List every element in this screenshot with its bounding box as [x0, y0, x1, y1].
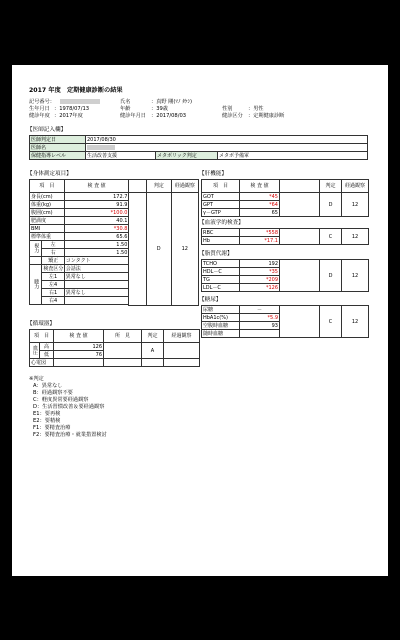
- lipid-follow: 12: [342, 260, 369, 292]
- bp-low-label: 低: [40, 351, 54, 359]
- judge-date-label: 医師判定日: [30, 136, 86, 144]
- lipid-row-label: TG: [202, 276, 240, 284]
- liver-row-label: GPT: [202, 201, 240, 209]
- bp-label: 血圧: [30, 343, 40, 359]
- lipid-table: [201, 259, 369, 292]
- hearing-left1-label: 左1: [42, 273, 64, 281]
- blood-follow: 12: [342, 229, 369, 245]
- lipid-row-label: LDL－C: [202, 284, 240, 292]
- vision-left-value: 1.50: [64, 241, 129, 249]
- liver-table: [201, 179, 369, 217]
- hearing-class-label: 検査区分: [43, 265, 64, 272]
- note-item: F1：要精査治療: [33, 425, 71, 431]
- body-row-label: 身長(cm): [30, 193, 65, 201]
- type-label: 健診区分: [222, 113, 243, 119]
- body-row-label: 標準体重: [30, 233, 65, 241]
- lipid-row-value: *209: [240, 276, 280, 284]
- note-item: C：軽度異常要経過観察: [33, 397, 89, 403]
- correction-label: 矯正: [42, 257, 64, 265]
- body-row-value: 91.9: [64, 201, 129, 209]
- lipid-row-value: *126: [240, 284, 280, 292]
- hearing-class-value: 会話法: [64, 265, 129, 273]
- note-item: F2：要精査治療・就業措置検討: [33, 432, 107, 438]
- sex-value: ：男性: [248, 106, 264, 112]
- body-row-label: BMI: [30, 225, 65, 233]
- type-value: ：定期健康診断: [248, 113, 285, 119]
- body-row-value: 40.1: [64, 217, 129, 225]
- liver-header-item: 項 目: [202, 180, 240, 193]
- body-row-value: *100.0: [64, 209, 129, 217]
- bp-header-finding: 所 見: [104, 330, 142, 343]
- notes-title: ※判定: [29, 376, 44, 382]
- sugar-row-label: 随時血糖: [202, 330, 240, 338]
- vision-left-label: 左: [42, 241, 64, 249]
- body-row-label: 腹囲(cm): [30, 209, 65, 217]
- sugar-follow: 12: [342, 306, 369, 338]
- liver-row-value: *64: [240, 201, 280, 209]
- bp-judge: A: [142, 343, 164, 359]
- blood-row-label: RBC: [202, 229, 240, 237]
- note-item: E2：要精検: [33, 418, 61, 424]
- bp-high-value: 126: [54, 343, 104, 351]
- date-value: ：2017/08/03: [151, 113, 187, 119]
- lipid-row-value: 192: [240, 260, 280, 268]
- sugar-row-value: [240, 330, 280, 338]
- hearing-left1-value: 異常なし: [64, 273, 129, 281]
- body-row-label: 肥満度: [30, 217, 65, 225]
- vision-label: 視力: [30, 241, 42, 257]
- liver-header-judge: 判定: [320, 180, 342, 193]
- body-row-value: *30.8: [64, 225, 129, 233]
- liver-judge: D: [320, 193, 342, 217]
- liver-row-value: *45: [240, 193, 280, 201]
- hearing-left4-label: 左4: [42, 281, 64, 289]
- liver-row-label: γ－GTP: [202, 209, 240, 217]
- body-row-label: 体重(kg): [30, 201, 65, 209]
- correction-value: コンタクト: [64, 257, 129, 265]
- judge-date-value: 2017/08/30: [86, 136, 368, 144]
- record-number-masked: [60, 99, 100, 106]
- sugar-row-value: －: [240, 306, 280, 314]
- body-judge: D: [146, 193, 171, 306]
- blood-section-title: 【血液学的検査】: [199, 220, 244, 226]
- body-section-title: 【身体測定項目】: [27, 171, 72, 177]
- age-label: 年齢: [120, 106, 131, 112]
- result-document: [12, 65, 388, 576]
- hearing-right4-label: 右4: [42, 297, 64, 305]
- liver-section-title: 【肝機能】: [199, 171, 227, 177]
- sugar-judge: C: [320, 306, 342, 338]
- blood-table: [201, 228, 369, 245]
- vision-right-value: 1.50: [64, 249, 129, 257]
- bp-header-judge: 判定: [142, 330, 164, 343]
- liver-row-value: 65: [240, 209, 280, 217]
- guidance-level-label: 保健指導レベル: [30, 152, 86, 160]
- body-header-follow: 経過観察: [171, 180, 198, 193]
- liver-row-label: GOT: [202, 193, 240, 201]
- doctor-section-title: 【医師記入欄】: [27, 127, 67, 133]
- liver-header-value: 検 査 値: [240, 180, 280, 193]
- dob-label: 生年月日: [29, 106, 50, 112]
- hearing-right1-value: 異常なし: [64, 289, 129, 297]
- body-follow: 12: [171, 193, 198, 306]
- metabo-label: メタボリック判定: [156, 152, 218, 160]
- sugar-table: [201, 305, 369, 338]
- body-header-blank: [129, 180, 146, 193]
- metabo-value: メタボ予備軍: [218, 152, 368, 160]
- bp-high-label: 高: [40, 343, 54, 351]
- note-item: B：経過観察不要: [33, 390, 73, 396]
- liver-follow: 12: [342, 193, 369, 217]
- liver-header-follow: 経過観察: [342, 180, 369, 193]
- blood-row-value: *558: [240, 229, 280, 237]
- sugar-row-label: HbA1c(%): [202, 314, 240, 322]
- body-header-value: 検 査 値: [64, 180, 129, 193]
- record-number-label: 記号番号：: [29, 99, 55, 105]
- bp-section-title: 【循環器】: [27, 321, 55, 327]
- bp-table: [29, 329, 200, 367]
- lipid-row-label: TCHO: [202, 260, 240, 268]
- sex-label: 性別: [222, 106, 233, 112]
- name-label: 氏名: [120, 99, 131, 105]
- blood-judge: C: [320, 229, 342, 245]
- blood-row-label: Hb: [202, 237, 240, 245]
- document-title: 2017 年度 定期健康診断の結果: [29, 87, 123, 94]
- age-value: ：39歳: [151, 106, 168, 112]
- sugar-row-value: *5.9: [240, 314, 280, 322]
- sugar-row-label: 尿糖: [202, 306, 240, 314]
- bp-header-value: 検 査 値: [54, 330, 104, 343]
- body-header-judge: 判定: [146, 180, 171, 193]
- name-value: ：真野 剛(ﾏﾉ ﾀｹｼ): [151, 99, 193, 105]
- hearing-right1-label: 右1: [42, 289, 64, 297]
- body-table: [29, 179, 199, 306]
- lipid-row-label: HDL－C: [202, 268, 240, 276]
- vision-right-label: 右: [42, 249, 64, 257]
- bp-header-follow: 経過観察: [164, 330, 200, 343]
- date-label: 健診年月日: [120, 113, 146, 119]
- lipid-judge: D: [320, 260, 342, 292]
- dob-value: ：1978/07/13: [54, 106, 90, 112]
- body-row-value: 65.6: [64, 233, 129, 241]
- note-item: E1：要再検: [33, 411, 61, 417]
- year-value: ：2017年度: [54, 113, 83, 119]
- sugar-row-value: 93: [240, 322, 280, 330]
- bp-header-item: 項 目: [30, 330, 54, 343]
- note-item: D：生活習慣改善＆要経過観察: [33, 404, 105, 410]
- hearing-label: 聴力: [30, 265, 42, 305]
- note-item: A：異常なし: [33, 383, 63, 389]
- doctor-name-label: 医師名: [30, 144, 86, 152]
- doctor-name-value: [86, 144, 368, 152]
- sugar-section-title: 【糖尿】: [199, 297, 222, 303]
- sugar-row-label: 空腹時血糖: [202, 322, 240, 330]
- doctor-table: [29, 135, 368, 160]
- blood-row-value: *17.1: [240, 237, 280, 245]
- lipid-section-title: 【脂質代謝】: [199, 251, 233, 257]
- body-header-item: 項 目: [30, 180, 65, 193]
- ecg-label: 心電図: [30, 359, 54, 367]
- body-row-value: 172.7: [64, 193, 129, 201]
- year-label: 健診年度: [29, 113, 50, 119]
- lipid-row-value: *35: [240, 268, 280, 276]
- bp-low-value: 76: [54, 351, 104, 359]
- guidance-level-value: 生活改善支援: [86, 152, 156, 160]
